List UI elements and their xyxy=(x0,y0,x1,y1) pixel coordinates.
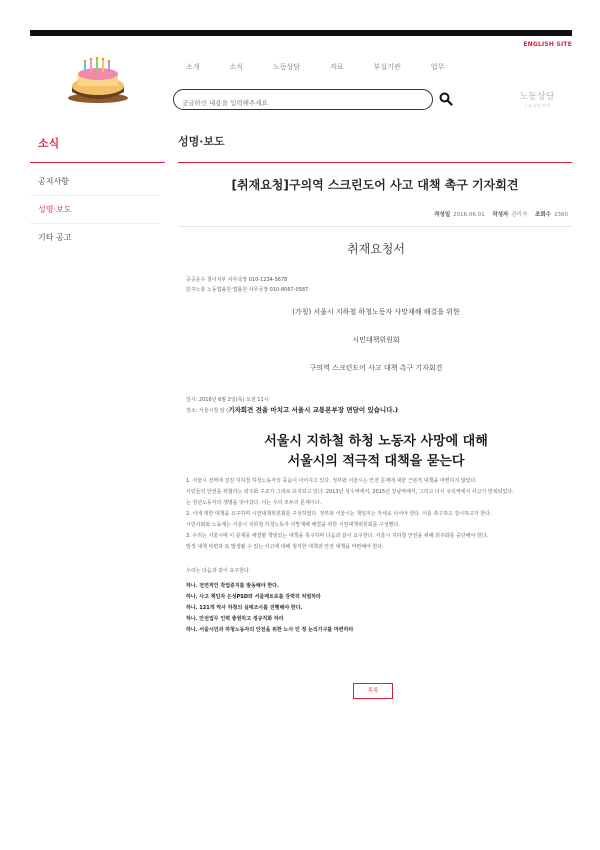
meta-divider xyxy=(178,226,572,227)
headline-2: 서울시의 적극적 대책을 묻는다 xyxy=(287,454,465,469)
paragraph-2: 2. 이에 대한 대책을 요구하며 시민대책위원회를 구성하였다. 정부와 서울시는 책임지는 자세로 나서야 한다. 이를 촉구하고 감시하고자 한다. xyxy=(186,511,492,517)
top-bar xyxy=(30,30,572,36)
views-label: 조회수 xyxy=(535,212,551,218)
nav-item-affiliates[interactable]: 부설기관 xyxy=(373,63,401,71)
page-title: 성명·보도 xyxy=(178,135,225,148)
post-title: [취재요청]구의역 스크린도어 사고 대책 촉구 기자회견 xyxy=(231,178,519,192)
event-place-note: 기자회견 전을 마치고 서울시 교통본부장 면담이 있습니다.) xyxy=(228,406,398,414)
demands-list xyxy=(186,581,566,636)
labor-counsel-sub: 무료 상담 안내 xyxy=(524,103,550,108)
sidebar-item-other-notices[interactable]: 기타 공고 xyxy=(38,233,72,242)
post-views: 2360 xyxy=(554,212,568,218)
nav-item-news[interactable]: 소식 xyxy=(229,63,244,71)
paragraph-1b: 시민들의 안전을 위협하는 외주화 구조가 그대로 유지되고 있다. 2013년 성수역에서, 2015년 강남역에서, 그리고 다시 구의역에서 사고가 반복되었다. xyxy=(186,489,514,495)
sidebar-divider xyxy=(30,162,165,163)
title-divider xyxy=(178,162,572,163)
event-date: 일시: 2016년 6월 2일(목) 오전 11시 xyxy=(186,397,269,403)
post-body xyxy=(186,232,566,636)
nav-item-labor-counsel[interactable]: 노동상담 xyxy=(273,63,301,71)
doc-subtitle-1: (가칭) 서울시 지하철 하청노동자 사망재해 해결을 위한 xyxy=(292,308,460,316)
paragraph-1c: 는 청년노동자의 생명을 앗아갔다. 이는 우리 모두의 문제이다. xyxy=(186,500,322,506)
demand-item: 하나. 121개 역사 하청의 실태조사를 진행해야 한다. xyxy=(186,605,303,611)
post-meta xyxy=(428,210,568,218)
doc-heading: 취재요청서 xyxy=(347,242,405,256)
list-button[interactable]: 목록 xyxy=(353,683,393,699)
nav-item-resources[interactable]: 자료 xyxy=(330,63,344,71)
sidebar-item-statements[interactable]: 성명·보도 xyxy=(30,196,160,224)
headline-1: 서울시 지하철 하청 노동자 사망에 대해 xyxy=(264,434,488,449)
search-icon[interactable] xyxy=(439,92,453,106)
contact-line-2: 민주노총 노동법률원 법률원 사무국장 010-8067-0587 xyxy=(186,287,309,293)
doc-subtitle-2: 시민대책위원회 xyxy=(352,336,400,344)
paragraph-2b: 시민사회와 노동계는 서울시 지하철 하청노동자 사망재해 해결을 위한 시민대책위원회를 구성했다. xyxy=(186,522,400,528)
demand-item: 하나. 전면적인 작업중지를 발동해야 한다. xyxy=(186,583,279,589)
paragraph-1: 1. 서울시 전역에 걸친 지하철 하청노동자의 죽음이 이어지고 있다. 정부와 서울시는 안전 문제에 대한 근본적 대책을 마련하지 않았다. xyxy=(186,478,477,484)
demands-intro: 우리는 다음과 같이 요구한다. xyxy=(186,568,251,574)
sidebar-item-notices[interactable]: 공지사항 xyxy=(30,168,160,196)
demand-item: 하나. 서울시민과 하청노동자의 안전을 위한 노사 민 정 논의기구를 마련하라 xyxy=(186,627,354,633)
labor-counsel-title: 노동상담 xyxy=(519,92,555,102)
labor-counsel-link[interactable] xyxy=(512,89,562,109)
paragraph-3b: 발생 대책 마련과 또 발생될 수 있는 사고에 대해 철저한 대책과 안전 대책을 마련해야 한다. xyxy=(186,544,384,550)
post-date: 2016.06.01 xyxy=(453,212,485,218)
sidebar-menu xyxy=(30,168,160,251)
event-place-prefix: 장소: 서울시청 앞 ( xyxy=(186,408,229,414)
search-input[interactable] xyxy=(182,94,422,112)
sidebar-title: 소식 xyxy=(38,137,60,150)
search-box xyxy=(173,89,433,110)
english-site-link[interactable]: ENGLISH SITE xyxy=(523,41,572,48)
nav-item-work[interactable]: 업무 xyxy=(430,63,445,71)
post-author: 관리자 xyxy=(511,212,528,218)
demand-item: 하나. 사고 책임자 은성PSD와 서울메트로를 강력히 처벌하라 xyxy=(186,594,321,600)
contact-line-1: 공공운수 철이지부 사무국장 010-1234-5678 xyxy=(186,277,288,283)
site-logo-cake-icon[interactable] xyxy=(64,56,132,104)
event-place xyxy=(186,405,566,416)
nav-item-intro[interactable]: 소개 xyxy=(186,63,200,71)
author-label: 작성자 xyxy=(492,212,509,218)
date-label: 작성일 xyxy=(434,212,451,218)
demand-item: 하나. 안전업무 인력 충원하고 정규직화 하라 xyxy=(186,616,284,622)
main-nav xyxy=(186,62,474,72)
paragraph-3: 3. 우리는 서울시에 이 문제를 해결할 책임있는 대책을 촉구하며 다음과 같이 요구한다. 서울시 지하철 안전을 위해 외주화를 중단해야 한다. xyxy=(186,533,489,539)
doc-subtitle-3: 구의역 스크린도어 사고 대책 촉구 기자회견 xyxy=(309,364,443,372)
